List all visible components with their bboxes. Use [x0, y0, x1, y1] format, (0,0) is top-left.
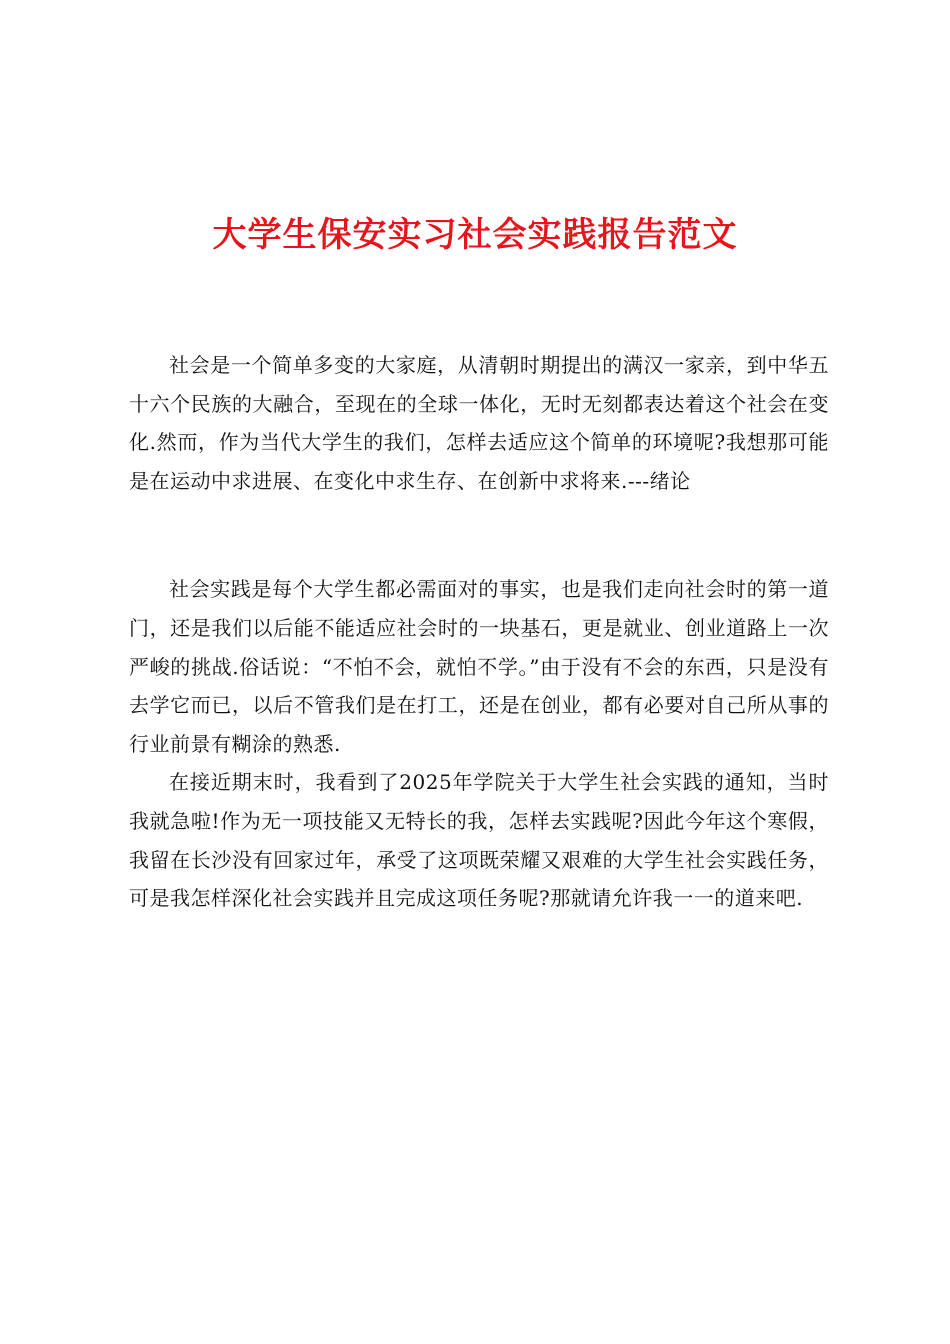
paragraph-social-practice: 社会实践是每个大学生都必需面对的事实，也是我们走向社会时的第一道门，还是我们以后能不能适应社会时的一块基石，更是就业、创业道路上一次严峻的挑战.俗话说：“不怕不会，就怕不学。”由于没有不会的东西，只是没有去学它而已，以后不管我们是在打工，还是在创业，都有必要对自己所从事的行业前景有糊涂的熟悉. — [129, 577, 829, 756]
document-title: 大学生保安实习社会实践报告范文 — [212, 215, 738, 255]
paragraph-introduction: 社会是一个简单多变的大家庭，从清朝时期提出的满汉一家亲，到中华五十六个民族的大融合，至现在的全球一体化，无时无刻都表达着这个社会在变化.然而，作为当代大学生的我们，怎样去适应这个简单的环境呢?我想那可能是在运动中求进展、在变化中求生存、在创新中求将来.---绪论 — [129, 353, 829, 493]
paragraph-winter-break: 在接近期末时，我看到了2025年学院关于大学生社会实践的通知，当时我就急啦!作为无一项技能又无特长的我，怎样去实践呢?因此今年这个寒假，我留在长沙没有回家过年，承受了这项既荣耀又艰难的大学生社会实践任务，可是我怎样深化社会实践并且完成这项任务呢?那就请允许我一一的道来吧. — [129, 770, 829, 911]
document-body — [129, 346, 829, 918]
paragraph-spacer — [129, 500, 829, 570]
